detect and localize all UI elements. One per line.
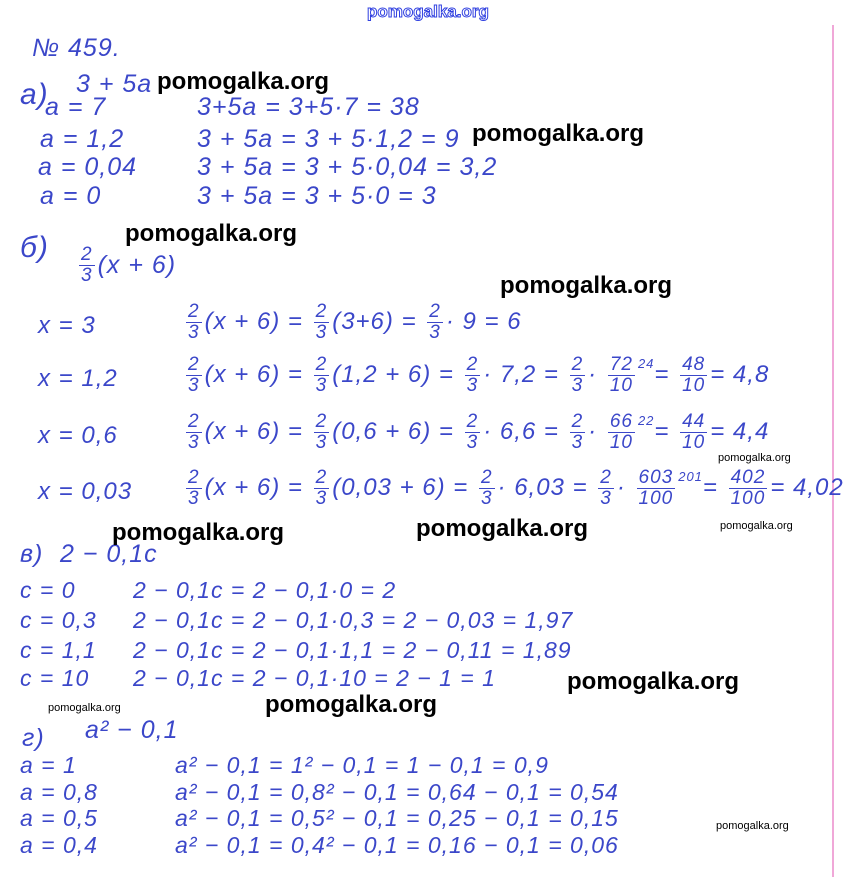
row-g-value: a = 0,8 xyxy=(20,779,98,805)
fraction-numerator: 2 xyxy=(315,467,328,488)
watermark-small: pomogalka.org xyxy=(48,702,121,714)
fraction-numerator: 66 xyxy=(609,411,633,432)
section-b-label: б) xyxy=(20,231,49,264)
watermark-small: pomogalka.org xyxy=(718,452,791,464)
fraction xyxy=(465,355,481,396)
fraction xyxy=(186,355,202,396)
fraction-denominator: 100 xyxy=(730,487,766,509)
math-text: = xyxy=(654,418,678,446)
page-margin-line xyxy=(832,25,834,877)
math-text: 3+5a = 3+5·7 = 38 xyxy=(197,93,420,121)
row-b-value: x = 0,03 xyxy=(38,478,133,505)
section-b-expr xyxy=(76,245,176,286)
math-text: a² − 0,1 = 0,8² − 0,1 = 0,64 − 0,1 = 0,54 xyxy=(175,779,619,805)
math-text: · xyxy=(588,361,605,389)
row-a-value: a = 1,2 xyxy=(40,125,125,153)
row-b-value: x = 3 xyxy=(38,312,96,339)
math-text: a² − 0,1 = 0,5² − 0,1 = 0,25 − 0,1 = 0,15 xyxy=(175,805,619,831)
row-a-calculation xyxy=(197,155,497,180)
fraction xyxy=(79,245,95,286)
watermark: pomogalka.org xyxy=(567,668,740,695)
fraction-denominator: 3 xyxy=(81,264,93,286)
math-text: · 6,6 = xyxy=(483,418,567,446)
fraction-numerator: 2 xyxy=(188,354,200,375)
fraction-denominator: 3 xyxy=(188,431,200,453)
row-v-value: c = 0 xyxy=(20,577,76,603)
row-b-calculation xyxy=(183,302,522,343)
fraction-numerator: 44 xyxy=(682,411,706,432)
math-text: 2 − 0,1c = 2 − 0,1·0 = 2 xyxy=(133,577,397,603)
math-text: 2 − 0,1c = 2 − 0,1·1,1 = 2 − 0,11 = 1,89 xyxy=(133,637,572,663)
fraction-denominator: 10 xyxy=(609,374,633,396)
math-text: (x + 6) = xyxy=(204,474,311,502)
fraction xyxy=(637,468,676,509)
math-text: · 7,2 = xyxy=(483,361,567,389)
row-a-calculation xyxy=(197,95,420,120)
fraction xyxy=(427,302,443,343)
math-text: · 9 = 6 xyxy=(445,308,522,336)
fraction-numerator: 2 xyxy=(480,467,493,488)
watermark-small: pomogalka.org xyxy=(720,520,793,532)
fraction xyxy=(479,468,495,509)
math-text: = xyxy=(702,474,726,502)
fraction-numerator: 2 xyxy=(600,467,612,488)
math-text: 2 − 0,1c = 2 − 0,1·10 = 2 − 1 = 1 xyxy=(133,665,496,691)
row-v-value: c = 10 xyxy=(20,665,90,691)
math-text: (x + 6) = xyxy=(204,361,311,389)
fraction-numerator: 48 xyxy=(682,354,706,375)
fraction xyxy=(465,412,481,453)
row-g-calculation xyxy=(175,754,549,777)
math-text: (x + 6) = xyxy=(204,418,311,446)
math-text: (1,2 + 6) = xyxy=(332,361,462,389)
fraction-numerator: 72 xyxy=(609,354,633,375)
row-a-calculation xyxy=(197,184,437,209)
row-g-value: a = 0,5 xyxy=(20,805,98,831)
watermark: pomogalka.org xyxy=(112,519,285,546)
math-text: · xyxy=(616,474,634,502)
row-a-value: a = 0,04 xyxy=(38,153,138,181)
fraction xyxy=(314,412,330,453)
math-text: (0,03 + 6) = xyxy=(332,474,476,502)
math-text: · xyxy=(588,418,605,446)
fraction-numerator: 2 xyxy=(466,411,479,432)
section-a-label: а) xyxy=(20,78,49,111)
fraction-denominator: 3 xyxy=(571,374,584,396)
watermark: pomogalka.org xyxy=(472,120,645,147)
fraction xyxy=(570,355,586,396)
fraction xyxy=(608,412,635,453)
math-text: (3+6) = xyxy=(332,308,425,336)
watermark: pomogalka.org xyxy=(416,515,589,542)
reduction-note: 201 xyxy=(678,468,703,484)
watermark: pomogalka.org xyxy=(125,220,298,247)
fraction-numerator: 2 xyxy=(315,301,328,322)
row-g-value: a = 1 xyxy=(20,752,77,778)
math-text: 3 + 5a = 3 + 5·1,2 = 9 xyxy=(197,125,460,153)
fraction-denominator: 100 xyxy=(638,487,674,509)
row-g-calculation xyxy=(175,807,619,830)
fraction xyxy=(570,412,586,453)
fraction-numerator: 2 xyxy=(466,354,479,375)
math-text: a² − 0,1 = 1² − 0,1 = 1 − 0,1 = 0,9 xyxy=(175,752,549,778)
row-v-value: c = 1,1 xyxy=(20,637,97,663)
reduction-note: 22 xyxy=(637,412,655,428)
fraction-denominator: 10 xyxy=(609,431,633,453)
math-text: (x + 6) xyxy=(97,250,177,279)
math-text: · 6,03 = xyxy=(497,474,596,502)
section-g-expr: a² − 0,1 xyxy=(85,716,179,744)
header-watermark: pomogalka.org xyxy=(367,2,489,21)
math-text: a² − 0,1 = 0,4² − 0,1 = 0,16 − 0,1 = 0,06 xyxy=(175,832,619,858)
section-g-label: г) xyxy=(22,724,45,752)
section-v-label: в) xyxy=(20,540,44,568)
row-v-calculation xyxy=(133,609,573,632)
row-v-calculation xyxy=(133,579,396,602)
row-g-calculation xyxy=(175,834,619,857)
fraction xyxy=(314,302,330,343)
fraction-denominator: 3 xyxy=(315,321,328,343)
fraction-denominator: 3 xyxy=(315,431,328,453)
math-text: (0,6 + 6) = xyxy=(332,418,462,446)
fraction-numerator: 2 xyxy=(188,301,200,322)
section-a-expr: 3 + 5a xyxy=(76,70,153,98)
fraction-denominator: 10 xyxy=(682,374,706,396)
math-text: (x + 6) = xyxy=(204,308,311,336)
fraction xyxy=(598,468,614,509)
section-v-expr: 2 − 0,1c xyxy=(60,540,158,568)
math-text: 3 + 5a = 3 + 5·0 = 3 xyxy=(197,182,437,210)
fraction-denominator: 3 xyxy=(188,321,200,343)
fraction-denominator: 3 xyxy=(466,374,479,396)
fraction-denominator: 10 xyxy=(682,431,706,453)
row-v-calculation xyxy=(133,667,496,690)
fraction-denominator: 3 xyxy=(466,431,479,453)
row-g-value: a = 0,4 xyxy=(20,832,98,858)
row-a-value: a = 7 xyxy=(45,93,107,121)
row-b-value: x = 1,2 xyxy=(38,365,118,392)
row-b-calculation xyxy=(183,468,844,509)
row-b-calculation xyxy=(183,412,769,453)
row-v-value: c = 0,3 xyxy=(20,607,97,633)
fraction-denominator: 3 xyxy=(429,321,441,343)
watermark: pomogalka.org xyxy=(157,68,330,95)
fraction-denominator: 3 xyxy=(188,374,200,396)
fraction-numerator: 2 xyxy=(429,301,441,322)
reduction-note: 24 xyxy=(637,355,655,371)
fraction-numerator: 2 xyxy=(188,411,200,432)
fraction-numerator: 2 xyxy=(188,467,200,488)
row-g-calculation xyxy=(175,781,619,804)
fraction-numerator: 2 xyxy=(315,354,328,375)
problem-number: № 459. xyxy=(32,34,121,62)
watermark-small: pomogalka.org xyxy=(716,820,789,832)
row-a-calculation xyxy=(197,127,459,152)
math-text: = xyxy=(654,361,678,389)
fraction xyxy=(314,355,330,396)
fraction-numerator: 603 xyxy=(638,467,674,488)
math-text: 2 − 0,1c = 2 − 0,1·0,3 = 2 − 0,03 = 1,97 xyxy=(133,607,574,633)
row-v-calculation xyxy=(133,639,572,662)
fraction-denominator: 3 xyxy=(315,487,328,509)
fraction-numerator: 2 xyxy=(571,411,584,432)
fraction xyxy=(608,355,635,396)
fraction-denominator: 3 xyxy=(600,487,612,509)
fraction xyxy=(314,468,330,509)
row-b-value: x = 0,6 xyxy=(38,422,118,449)
fraction xyxy=(680,355,707,396)
fraction-numerator: 2 xyxy=(81,244,93,265)
watermark: pomogalka.org xyxy=(500,272,673,299)
fraction-denominator: 3 xyxy=(188,487,200,509)
fraction-denominator: 3 xyxy=(480,487,493,509)
math-text: = 4,02 xyxy=(770,474,844,502)
fraction-denominator: 3 xyxy=(315,374,328,396)
fraction xyxy=(186,468,202,509)
fraction-numerator: 2 xyxy=(571,354,584,375)
math-text: 3 + 5a = 3 + 5·0,04 = 3,2 xyxy=(197,153,498,181)
fraction xyxy=(729,468,768,509)
fraction-denominator: 3 xyxy=(571,431,584,453)
math-text: = 4,8 xyxy=(710,361,770,389)
math-text: = 4,4 xyxy=(710,418,770,446)
fraction xyxy=(680,412,707,453)
watermark: pomogalka.org xyxy=(265,691,438,718)
row-b-calculation xyxy=(183,355,769,396)
row-a-value: a = 0 xyxy=(40,182,102,210)
fraction-numerator: 402 xyxy=(730,467,766,488)
fraction xyxy=(186,412,202,453)
fraction-numerator: 2 xyxy=(315,411,328,432)
fraction xyxy=(186,302,202,343)
